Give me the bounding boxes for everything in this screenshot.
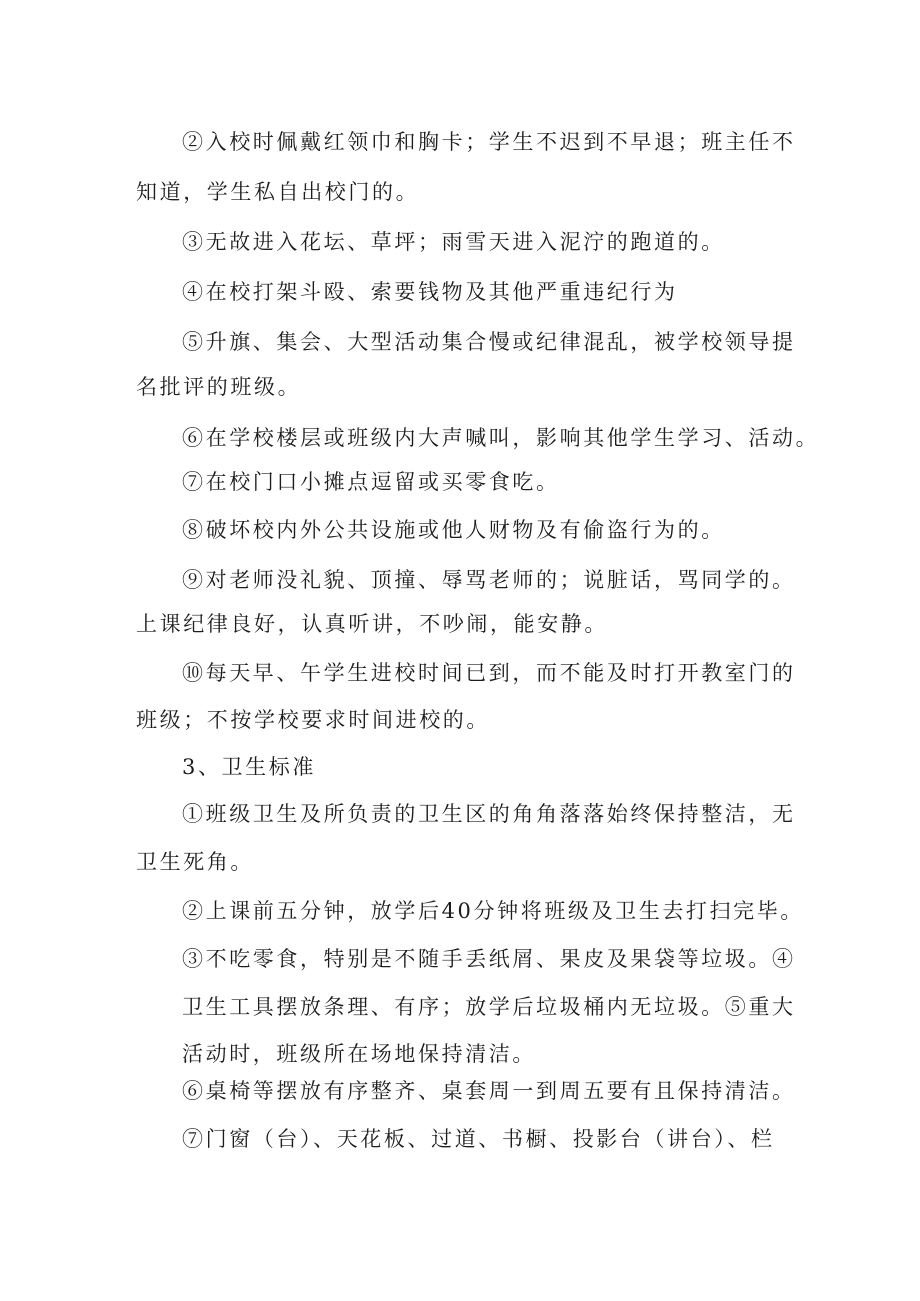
section-heading: 3、卫生标准 bbox=[182, 755, 316, 779]
text-line: 卫生死角。 bbox=[136, 850, 254, 874]
text-line: 知道，学生私自出校门的。 bbox=[136, 180, 420, 204]
text-line: ①班级卫生及所负责的卫生区的角角落落始终保持整洁，无 bbox=[182, 802, 796, 826]
text-line: ③无故进入花坛、草坪；雨雪天进入泥泞的跑道的。 bbox=[182, 230, 725, 254]
text-line: 名批评的班级。 bbox=[136, 375, 302, 399]
text-line: ②上课前五分钟，放学后40分钟将班级及卫生去打扫完毕。 bbox=[182, 899, 804, 923]
text-line: ⑦门窗（台）、天花板、过道、书橱、投影台（讲台）、栏 bbox=[182, 1127, 775, 1151]
text-line: ④在校打架斗殴、索要钱物及其他严重违纪行为 bbox=[182, 280, 678, 304]
text-line: 活动时，班级所在场地保持清洁。 bbox=[182, 1042, 536, 1066]
text-line: ⑧破坏校内外公共设施或他人财物及有偷盗行为的。 bbox=[182, 518, 725, 542]
text-line: 卫生工具摆放条理、有序；放学后垃圾桶内无垃圾。⑤重大 bbox=[182, 995, 796, 1019]
text-line: 班级；不按学校要求时间进校的。 bbox=[136, 708, 490, 732]
text-line: ⑨对老师没礼貌、顶撞、辱骂老师的；说脏话，骂同学的。 bbox=[182, 568, 796, 592]
text-line: ②入校时佩戴红领巾和胸卡；学生不迟到不早退；班主任不 bbox=[182, 130, 796, 154]
text-line: 上课纪律良好，认真听讲，不吵闹，能安静。 bbox=[136, 612, 608, 636]
text-line: ⑥在学校楼层或班级内大声喊叫，影响其他学生学习、活动。 bbox=[182, 426, 820, 450]
text-line: ⑦在校门口小摊点逗留或买零食吃。 bbox=[182, 470, 560, 494]
text-line: ③不吃零食，特别是不随手丢纸屑、果皮及果袋等垃圾。④ bbox=[182, 947, 796, 971]
text-line: ⑥桌椅等摆放有序整齐、桌套周一到周五要有且保持清洁。 bbox=[182, 1079, 796, 1103]
text-line: ⑩每天早、午学生进校时间已到，而不能及时打开教室门的 bbox=[182, 661, 796, 685]
text-line: ⑤升旗、集会、大型活动集合慢或纪律混乱，被学校领导提 bbox=[182, 330, 796, 354]
